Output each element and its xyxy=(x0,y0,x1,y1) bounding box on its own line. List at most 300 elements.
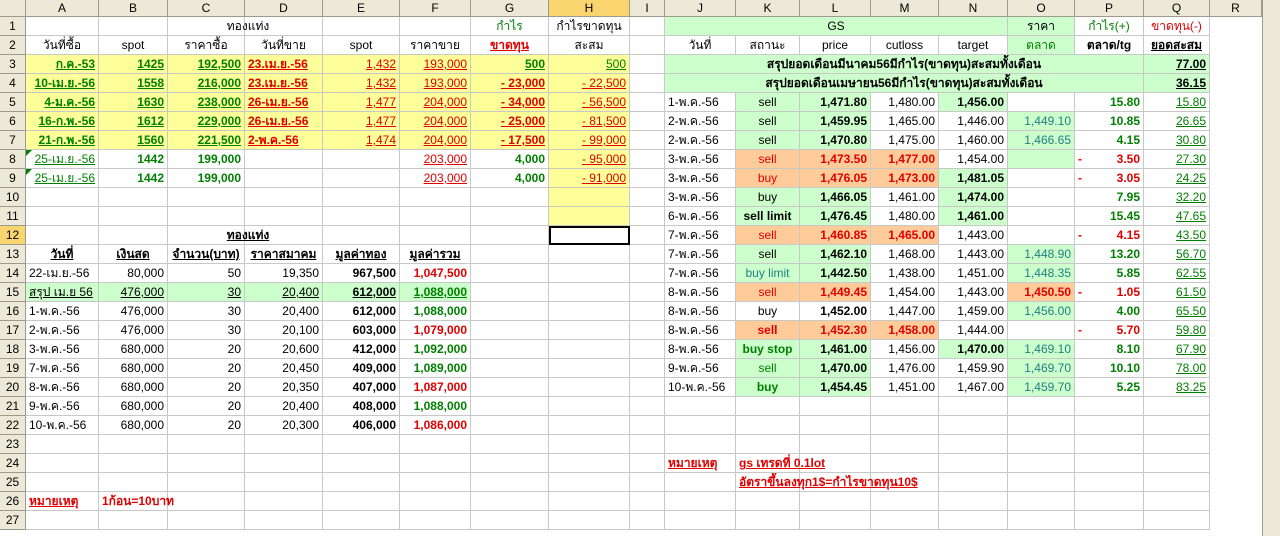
monthly-summary-value[interactable]: 77.00 xyxy=(1144,55,1210,74)
cell-empty[interactable] xyxy=(471,397,549,416)
gs-market[interactable]: 1,466.65 xyxy=(1008,131,1075,150)
cell-empty[interactable] xyxy=(26,188,99,207)
row-header-14[interactable]: 14 xyxy=(0,264,26,283)
gold-table-cell[interactable]: 1-พ.ค.-56 xyxy=(26,302,99,321)
cell-empty[interactable] xyxy=(630,378,665,397)
gs-cumulative[interactable]: 30.80 xyxy=(1144,131,1210,150)
column-title[interactable]: ราคาขาย xyxy=(400,36,471,55)
buy-price[interactable]: 216,000 xyxy=(168,74,245,93)
cell-empty[interactable] xyxy=(630,169,665,188)
gs-note-1[interactable]: gs เทรดที่ 0.1lot xyxy=(736,454,1008,473)
cell-empty[interactable] xyxy=(245,454,323,473)
gs-cumulative[interactable]: 61.50 xyxy=(1144,283,1210,302)
column-title[interactable]: สถานะ xyxy=(736,36,800,55)
sell-price[interactable]: 204,000 xyxy=(400,131,471,150)
gs-profit-loss[interactable]: 4.15 xyxy=(1075,131,1144,150)
cell-empty[interactable] xyxy=(471,226,549,245)
buy-spot[interactable]: 1442 xyxy=(99,169,168,188)
row-header-2[interactable]: 2 xyxy=(0,36,26,55)
column-title[interactable]: spot xyxy=(323,36,400,55)
cell-empty[interactable] xyxy=(549,397,630,416)
profit-loss[interactable]: - 17,500 xyxy=(471,131,549,150)
gs-status[interactable]: sell xyxy=(736,245,800,264)
column-title[interactable]: วันที่ซื้อ xyxy=(26,36,99,55)
gs-profit-loss[interactable]: 5.85 xyxy=(1075,264,1144,283)
cell-empty[interactable] xyxy=(736,397,800,416)
sell-spot[interactable]: 1,474 xyxy=(323,131,400,150)
column-header-R[interactable]: R xyxy=(1210,0,1262,17)
gs-cumulative[interactable]: 67.90 xyxy=(1144,340,1210,359)
gs-target[interactable]: 1,451.00 xyxy=(939,264,1008,283)
gs-target[interactable]: 1,446.00 xyxy=(939,112,1008,131)
row-header-10[interactable]: 10 xyxy=(0,188,26,207)
gs-market[interactable] xyxy=(1008,93,1075,112)
cell-empty[interactable] xyxy=(471,245,549,264)
row-header-8[interactable]: 8 xyxy=(0,150,26,169)
gs-profit-loss[interactable]: 3.05 - xyxy=(1075,169,1144,188)
column-title[interactable]: สะสม xyxy=(549,36,630,55)
gold-table-header[interactable]: จำนวน(บาท) xyxy=(168,245,245,264)
gold-table-cell[interactable]: 20,400 xyxy=(245,283,323,302)
gs-status[interactable]: buy xyxy=(736,378,800,397)
gs-status[interactable]: buy xyxy=(736,188,800,207)
gold-table-cell[interactable]: 20,600 xyxy=(245,340,323,359)
cell-empty[interactable] xyxy=(549,245,630,264)
gs-cumulative[interactable]: 65.50 xyxy=(1144,302,1210,321)
gold-table-cell[interactable]: 476,000 xyxy=(99,283,168,302)
cell-empty[interactable] xyxy=(630,473,665,492)
gold-table-cell[interactable]: 1,088,000 xyxy=(400,397,471,416)
cell-empty[interactable] xyxy=(630,55,665,74)
gs-cutloss[interactable]: 1,458.00 xyxy=(871,321,939,340)
gold-table-cell[interactable]: 20,400 xyxy=(245,302,323,321)
cell-empty[interactable] xyxy=(1144,511,1210,530)
gold-table-cell[interactable]: 20,350 xyxy=(245,378,323,397)
row-header-18[interactable]: 18 xyxy=(0,340,26,359)
cell-empty[interactable] xyxy=(665,511,736,530)
gs-market[interactable]: 1,469.10 xyxy=(1008,340,1075,359)
gs-status[interactable]: buy stop xyxy=(736,340,800,359)
gs-price[interactable]: 1,449.45 xyxy=(800,283,871,302)
column-title[interactable]: price xyxy=(800,36,871,55)
column-title[interactable]: target xyxy=(939,36,1008,55)
cumulative[interactable]: - 95,000 xyxy=(549,150,630,169)
column-header-H[interactable]: H xyxy=(549,0,630,17)
gold-table-cell[interactable]: 20,400 xyxy=(245,397,323,416)
cell-empty[interactable] xyxy=(1075,473,1144,492)
cell-empty[interactable] xyxy=(630,435,665,454)
cell-empty[interactable] xyxy=(549,492,630,511)
gs-profit-loss[interactable]: 3.50 - xyxy=(1075,150,1144,169)
header-profit-loss[interactable]: กำไรขาดทุน xyxy=(549,17,630,36)
cell-empty[interactable] xyxy=(630,359,665,378)
cell-empty[interactable] xyxy=(1075,511,1144,530)
column-title[interactable]: spot xyxy=(99,36,168,55)
gs-target[interactable]: 1,454.00 xyxy=(939,150,1008,169)
cell-empty[interactable] xyxy=(168,188,245,207)
column-header-E[interactable]: E xyxy=(323,0,400,17)
select-all-corner[interactable] xyxy=(0,0,26,17)
gs-date[interactable]: 2-พ.ค.-56 xyxy=(665,112,736,131)
column-header-J[interactable]: J xyxy=(665,0,736,17)
gs-status[interactable]: buy xyxy=(736,302,800,321)
buy-spot[interactable]: 1560 xyxy=(99,131,168,150)
cell-empty[interactable] xyxy=(1144,473,1210,492)
gs-market[interactable]: 1,469.70 xyxy=(1008,359,1075,378)
gs-market[interactable] xyxy=(1008,207,1075,226)
column-title[interactable]: ขาดทุน xyxy=(471,36,549,55)
gs-date[interactable]: 7-พ.ค.-56 xyxy=(665,264,736,283)
cell-empty[interactable] xyxy=(549,416,630,435)
gs-cumulative[interactable]: 43.50 xyxy=(1144,226,1210,245)
cell-empty[interactable] xyxy=(471,188,549,207)
buy-date[interactable]: 10-เม.ย.-56 xyxy=(26,74,99,93)
cell-empty[interactable] xyxy=(630,150,665,169)
cell-empty[interactable] xyxy=(630,302,665,321)
gs-status[interactable]: sell xyxy=(736,112,800,131)
cell-empty[interactable] xyxy=(99,435,168,454)
left-note[interactable]: 1ก้อน=10บาท xyxy=(99,492,323,511)
cell-empty[interactable] xyxy=(471,454,549,473)
gold-table-cell[interactable]: 7-พ.ค.-56 xyxy=(26,359,99,378)
cell-empty[interactable] xyxy=(665,435,736,454)
gs-price[interactable]: 1,460.85 xyxy=(800,226,871,245)
cell-empty[interactable] xyxy=(471,264,549,283)
buy-spot[interactable]: 1425 xyxy=(99,55,168,74)
cell-empty[interactable] xyxy=(400,207,471,226)
gold-table-cell[interactable]: 20,450 xyxy=(245,359,323,378)
buy-price[interactable]: 199,000 xyxy=(168,169,245,188)
cumulative[interactable]: - 22,500 xyxy=(549,74,630,93)
column-header-C[interactable]: C xyxy=(168,0,245,17)
gs-price[interactable]: 1,476.05 xyxy=(800,169,871,188)
gs-price[interactable]: 1,459.95 xyxy=(800,112,871,131)
profit-loss[interactable]: - 23,000 xyxy=(471,74,549,93)
column-title[interactable]: วันที่ xyxy=(665,36,736,55)
column-title[interactable] xyxy=(630,36,665,55)
column-title[interactable]: วันที่ขาย xyxy=(245,36,323,55)
cell-empty[interactable] xyxy=(630,245,665,264)
gs-price[interactable]: 1,473.50 xyxy=(800,150,871,169)
row-header-9[interactable]: 9 xyxy=(0,169,26,188)
column-header-P[interactable]: P xyxy=(1075,0,1144,17)
sell-price[interactable]: 203,000 xyxy=(400,150,471,169)
gs-price[interactable]: 1,470.00 xyxy=(800,359,871,378)
buy-price[interactable]: 238,000 xyxy=(168,93,245,112)
sell-date[interactable] xyxy=(245,169,323,188)
cell-empty[interactable] xyxy=(323,207,400,226)
gs-price[interactable]: 1,471.80 xyxy=(800,93,871,112)
cell-empty[interactable] xyxy=(245,188,323,207)
buy-spot[interactable]: 1442 xyxy=(99,150,168,169)
monthly-summary-value[interactable]: 36.15 xyxy=(1144,74,1210,93)
row-header-24[interactable]: 24 xyxy=(0,454,26,473)
cell-empty[interactable] xyxy=(549,283,630,302)
gs-date[interactable]: 7-พ.ค.-56 xyxy=(665,226,736,245)
cell-empty[interactable] xyxy=(400,188,471,207)
gs-price[interactable]: 1,466.05 xyxy=(800,188,871,207)
cell-empty[interactable] xyxy=(549,340,630,359)
gs-cumulative[interactable]: 62.55 xyxy=(1144,264,1210,283)
row-header-26[interactable]: 26 xyxy=(0,492,26,511)
cell-empty[interactable] xyxy=(323,511,400,530)
monthly-summary[interactable]: สรุปยอดเดือนเมษายน56มีกำไร(ขาดทุน)สะสมทั้งเดือน xyxy=(665,74,1144,93)
column-header-L[interactable]: L xyxy=(800,0,871,17)
column-title[interactable]: ตลาด xyxy=(1008,36,1075,55)
sell-price[interactable]: 193,000 xyxy=(400,74,471,93)
cell-empty[interactable] xyxy=(26,473,99,492)
sell-price[interactable]: 204,000 xyxy=(400,93,471,112)
gs-status[interactable]: buy limit xyxy=(736,264,800,283)
gs-target[interactable]: 1,481.05 xyxy=(939,169,1008,188)
cell-empty[interactable] xyxy=(939,511,1008,530)
row-header-25[interactable]: 25 xyxy=(0,473,26,492)
gold-table-cell[interactable]: 1,047,500 xyxy=(400,264,471,283)
gs-market[interactable]: 1,456.00 xyxy=(1008,302,1075,321)
gs-market[interactable] xyxy=(1008,150,1075,169)
gold-table-cell[interactable]: 30 xyxy=(168,321,245,340)
cell-empty[interactable] xyxy=(1075,416,1144,435)
cell-empty[interactable] xyxy=(471,340,549,359)
gold-table-cell[interactable]: 612,000 xyxy=(323,283,400,302)
cell-empty[interactable] xyxy=(871,397,939,416)
column-header-N[interactable]: N xyxy=(939,0,1008,17)
cell-empty[interactable] xyxy=(99,207,168,226)
active-cell[interactable] xyxy=(549,226,630,245)
gold-table-cell[interactable]: 680,000 xyxy=(99,397,168,416)
cell-empty[interactable] xyxy=(665,416,736,435)
gs-status[interactable]: sell xyxy=(736,283,800,302)
note-label[interactable]: หมายเหตุ xyxy=(665,454,736,473)
buy-price[interactable]: 199,000 xyxy=(168,150,245,169)
cell-empty[interactable] xyxy=(736,416,800,435)
column-header-K[interactable]: K xyxy=(736,0,800,17)
cell-empty[interactable] xyxy=(245,511,323,530)
row-header-23[interactable]: 23 xyxy=(0,435,26,454)
buy-spot[interactable]: 1558 xyxy=(99,74,168,93)
cell-empty[interactable] xyxy=(1144,416,1210,435)
gs-profit-loss[interactable]: 10.10 xyxy=(1075,359,1144,378)
cell-empty[interactable] xyxy=(1008,435,1075,454)
profit-loss[interactable]: 500 xyxy=(471,55,549,74)
gold-table-cell[interactable]: 680,000 xyxy=(99,340,168,359)
row-header-16[interactable]: 16 xyxy=(0,302,26,321)
buy-date[interactable]: 25-เม.ย.-56 xyxy=(26,150,99,169)
cell-empty[interactable] xyxy=(1075,435,1144,454)
cell-empty[interactable] xyxy=(549,511,630,530)
cell-empty[interactable] xyxy=(245,435,323,454)
column-title[interactable]: ตลาด/tg xyxy=(1075,36,1144,55)
gs-date[interactable]: 3-พ.ค.-56 xyxy=(665,188,736,207)
gs-market[interactable]: 1,448.90 xyxy=(1008,245,1075,264)
cell-empty[interactable] xyxy=(1144,435,1210,454)
gs-market[interactable] xyxy=(1008,169,1075,188)
sell-date[interactable]: 26-เม.ย.-56 xyxy=(245,93,323,112)
gold-table-cell[interactable]: 2-พ.ค.-56 xyxy=(26,321,99,340)
cell-empty[interactable] xyxy=(549,264,630,283)
sell-spot[interactable]: 1,432 xyxy=(323,74,400,93)
cell-empty[interactable] xyxy=(871,435,939,454)
cell-empty[interactable] xyxy=(800,492,871,511)
cell-empty[interactable] xyxy=(323,435,400,454)
row-header-19[interactable]: 19 xyxy=(0,359,26,378)
row-header-13[interactable]: 13 xyxy=(0,245,26,264)
cell-empty[interactable] xyxy=(549,321,630,340)
cell-empty[interactable] xyxy=(939,492,1008,511)
cell-empty[interactable] xyxy=(800,416,871,435)
cell-empty[interactable] xyxy=(400,435,471,454)
gs-target[interactable]: 1,443.00 xyxy=(939,283,1008,302)
cell-empty[interactable] xyxy=(871,492,939,511)
row-header-1[interactable]: 1 xyxy=(0,17,26,36)
gs-market[interactable] xyxy=(1008,321,1075,340)
sell-price[interactable]: 193,000 xyxy=(400,55,471,74)
cell-empty[interactable] xyxy=(400,511,471,530)
gs-date[interactable]: 6-พ.ค.-56 xyxy=(665,207,736,226)
profit-loss[interactable]: - 25,000 xyxy=(471,112,549,131)
row-header-3[interactable]: 3 xyxy=(0,55,26,74)
gs-status[interactable]: sell xyxy=(736,131,800,150)
gs-profit-loss[interactable]: 15.80 xyxy=(1075,93,1144,112)
cell-empty[interactable] xyxy=(471,359,549,378)
cell-empty[interactable] xyxy=(630,340,665,359)
gold-table-cell[interactable]: 680,000 xyxy=(99,359,168,378)
gold-table-cell[interactable]: 476,000 xyxy=(99,302,168,321)
row-header-7[interactable]: 7 xyxy=(0,131,26,150)
gold-table-cell[interactable]: 1,079,000 xyxy=(400,321,471,340)
gold-table-cell[interactable]: 30 xyxy=(168,302,245,321)
cell-empty[interactable] xyxy=(1075,492,1144,511)
cell-empty[interactable] xyxy=(26,435,99,454)
cell-empty[interactable] xyxy=(800,435,871,454)
cell-empty[interactable] xyxy=(168,511,245,530)
column-header-M[interactable]: M xyxy=(871,0,939,17)
cell-empty[interactable] xyxy=(549,188,630,207)
sell-price[interactable]: 203,000 xyxy=(400,169,471,188)
gold-table-cell[interactable]: 1,088,000 xyxy=(400,283,471,302)
gs-status[interactable]: buy xyxy=(736,169,800,188)
header-gold[interactable]: ทองแท่ง xyxy=(26,17,471,36)
gs-price[interactable]: 1,461.00 xyxy=(800,340,871,359)
column-header-Q[interactable]: Q xyxy=(1144,0,1210,17)
cell-empty[interactable] xyxy=(323,188,400,207)
cell-empty[interactable] xyxy=(630,17,665,36)
cell-empty[interactable] xyxy=(99,473,168,492)
cell-empty[interactable] xyxy=(871,511,939,530)
profit-loss[interactable]: - 34,000 xyxy=(471,93,549,112)
gs-market[interactable]: 1,450.50 xyxy=(1008,283,1075,302)
gold-table-cell[interactable]: 680,000 xyxy=(99,416,168,435)
cumulative[interactable]: - 56,500 xyxy=(549,93,630,112)
gs-cumulative[interactable]: 47.65 xyxy=(1144,207,1210,226)
gs-status[interactable]: sell xyxy=(736,226,800,245)
cell-empty[interactable] xyxy=(323,492,400,511)
cell-empty[interactable] xyxy=(630,511,665,530)
column-title[interactable]: ยอดสะสม xyxy=(1144,36,1210,55)
gs-status[interactable]: sell xyxy=(736,93,800,112)
buy-date[interactable]: 16-ก.พ.-56 xyxy=(26,112,99,131)
gs-cutloss[interactable]: 1,451.00 xyxy=(871,378,939,397)
cell-empty[interactable] xyxy=(549,207,630,226)
gs-target[interactable]: 1,467.00 xyxy=(939,378,1008,397)
cell-empty[interactable] xyxy=(630,112,665,131)
column-header-G[interactable]: G xyxy=(471,0,549,17)
cell-empty[interactable] xyxy=(630,131,665,150)
row-header-27[interactable]: 27 xyxy=(0,511,26,530)
gs-cutloss[interactable]: 1,473.00 xyxy=(871,169,939,188)
header-price[interactable]: ราคา xyxy=(1008,17,1075,36)
gs-cumulative[interactable]: 15.80 xyxy=(1144,93,1210,112)
cell-empty[interactable] xyxy=(471,207,549,226)
cell-empty[interactable] xyxy=(736,435,800,454)
gold-table-cell[interactable]: 406,000 xyxy=(323,416,400,435)
cell-empty[interactable] xyxy=(1075,397,1144,416)
buy-spot[interactable]: 1630 xyxy=(99,93,168,112)
gs-date[interactable]: 8-พ.ค.-56 xyxy=(665,283,736,302)
gold-table-cell[interactable]: 8-พ.ค.-56 xyxy=(26,378,99,397)
cell-empty[interactable] xyxy=(630,321,665,340)
cell-empty[interactable] xyxy=(26,454,99,473)
gs-profit-loss[interactable]: 8.10 xyxy=(1075,340,1144,359)
gold-table-cell[interactable]: สรุป เม.ย 56 xyxy=(26,283,99,302)
cell-empty[interactable] xyxy=(168,473,245,492)
profit-loss[interactable]: 4,000 xyxy=(471,169,549,188)
cell-empty[interactable] xyxy=(939,435,1008,454)
cell-empty[interactable] xyxy=(630,207,665,226)
cell-empty[interactable] xyxy=(549,359,630,378)
gold-table-cell[interactable]: 967,500 xyxy=(323,264,400,283)
cell-empty[interactable] xyxy=(26,207,99,226)
sell-date[interactable] xyxy=(245,150,323,169)
gs-cumulative[interactable]: 83.25 xyxy=(1144,378,1210,397)
gs-target[interactable]: 1,444.00 xyxy=(939,321,1008,340)
cell-empty[interactable] xyxy=(800,397,871,416)
cell-empty[interactable] xyxy=(1008,397,1075,416)
gs-status[interactable]: sell xyxy=(736,359,800,378)
cell-empty[interactable] xyxy=(99,511,168,530)
gs-target[interactable]: 1,474.00 xyxy=(939,188,1008,207)
cell-empty[interactable] xyxy=(630,188,665,207)
buy-spot[interactable]: 1612 xyxy=(99,112,168,131)
column-header-O[interactable]: O xyxy=(1008,0,1075,17)
gs-target[interactable]: 1,459.00 xyxy=(939,302,1008,321)
cell-empty[interactable] xyxy=(471,416,549,435)
gs-profit-loss[interactable]: 4.15 - xyxy=(1075,226,1144,245)
column-title[interactable]: ราคาซื้อ xyxy=(168,36,245,55)
gold-table-header[interactable]: มูลค่าทอง xyxy=(323,245,400,264)
sell-date[interactable]: 23.เม.ย.-56 xyxy=(245,74,323,93)
buy-date[interactable]: 25-เม.ย.-56 xyxy=(26,169,99,188)
gold-table-cell[interactable]: 612,000 xyxy=(323,302,400,321)
cell-empty[interactable] xyxy=(736,511,800,530)
gs-cutloss[interactable]: 1,456.00 xyxy=(871,340,939,359)
cell-empty[interactable] xyxy=(665,397,736,416)
buy-date[interactable]: 21-ก.พ.-56 xyxy=(26,131,99,150)
gs-market[interactable]: 1,459.70 xyxy=(1008,378,1075,397)
cell-empty[interactable] xyxy=(736,492,800,511)
gold-table-cell[interactable]: 20 xyxy=(168,359,245,378)
cell-empty[interactable] xyxy=(549,473,630,492)
cell-empty[interactable] xyxy=(665,492,736,511)
gs-price[interactable]: 1,452.30 xyxy=(800,321,871,340)
cell-empty[interactable] xyxy=(471,511,549,530)
gold-table-cell[interactable]: 412,000 xyxy=(323,340,400,359)
sell-price[interactable]: 204,000 xyxy=(400,112,471,131)
monthly-summary[interactable]: สรุปยอดเดือนมีนาคม56มีกำไร(ขาดทุน)สะสมทั้งเดือน xyxy=(665,55,1144,74)
buy-price[interactable]: 192,500 xyxy=(168,55,245,74)
gs-price[interactable]: 1,454.45 xyxy=(800,378,871,397)
cell-empty[interactable] xyxy=(323,454,400,473)
